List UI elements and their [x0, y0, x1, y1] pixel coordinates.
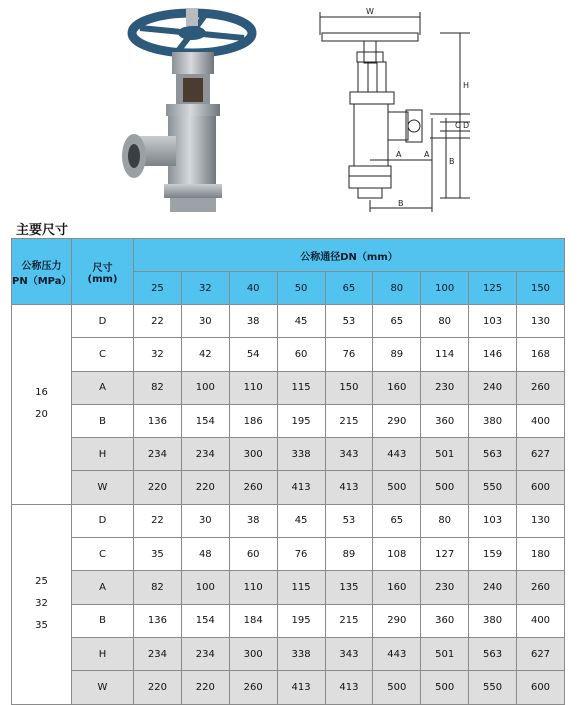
dim-value: 220 — [181, 671, 229, 704]
dim-value: 380 — [469, 604, 517, 637]
table-row — [12, 571, 565, 604]
table-row — [12, 404, 565, 437]
dim-value: 82 — [134, 371, 182, 404]
dn-value: 125 — [469, 272, 517, 305]
table-row — [12, 471, 565, 504]
product-images — [0, 0, 581, 215]
dim-value: 135 — [325, 571, 373, 604]
dn-header: 公称通径DN（mm） — [134, 239, 565, 272]
dim-value: 343 — [325, 637, 373, 670]
dimension-drawing — [320, 12, 470, 212]
dim-value: 186 — [229, 404, 277, 437]
table-row — [12, 338, 565, 371]
dim-label: D — [72, 504, 134, 537]
label-c: C — [455, 121, 461, 130]
table-row — [12, 371, 565, 404]
dim-value: 338 — [277, 637, 325, 670]
dim-value: 32 — [134, 338, 182, 371]
dim-value: 260 — [229, 671, 277, 704]
dim-value: 400 — [517, 404, 565, 437]
dim-value: 627 — [517, 637, 565, 670]
dim-value: 38 — [229, 504, 277, 537]
dim-value: 380 — [469, 404, 517, 437]
pn-value — [12, 305, 72, 505]
dim-value: 413 — [325, 471, 373, 504]
dim-label: B — [72, 404, 134, 437]
label-a: A — [396, 150, 402, 159]
dim-value: 30 — [181, 504, 229, 537]
dim-value: 130 — [517, 504, 565, 537]
dim-value: 136 — [134, 604, 182, 637]
dimension-table — [11, 238, 565, 705]
dim-value: 160 — [373, 571, 421, 604]
dim-value: 230 — [421, 571, 469, 604]
table-row — [12, 538, 565, 571]
dim-value: 100 — [181, 371, 229, 404]
dim-value: 195 — [277, 604, 325, 637]
section-heading: 主要尺寸 — [16, 223, 69, 238]
dim-value: 45 — [277, 504, 325, 537]
dim-value: 563 — [469, 637, 517, 670]
dim-label: D — [72, 305, 134, 338]
dim-value: 60 — [229, 538, 277, 571]
pn-value — [12, 504, 72, 704]
dim-value: 215 — [325, 404, 373, 437]
dn-value: 150 — [517, 272, 565, 305]
pn-header-line: 公称压力 — [21, 260, 62, 272]
dim-value: 60 — [277, 338, 325, 371]
dim-value: 89 — [325, 538, 373, 571]
dim-value: 600 — [517, 471, 565, 504]
dim-value: 22 — [134, 305, 182, 338]
table-row — [12, 637, 565, 670]
dn-value: 32 — [181, 272, 229, 305]
dim-value: 146 — [469, 338, 517, 371]
dn-value: 40 — [229, 272, 277, 305]
dim-value: 300 — [229, 637, 277, 670]
pn-value-line: 25 — [35, 576, 48, 588]
dim-value: 338 — [277, 438, 325, 471]
dim-value: 115 — [277, 571, 325, 604]
pn-value-line: 16 — [35, 387, 48, 399]
dim-value: 500 — [421, 471, 469, 504]
dim-value: 413 — [277, 671, 325, 704]
dim-value: 500 — [373, 471, 421, 504]
dim-header — [72, 239, 134, 305]
label-b-horz: B — [398, 199, 404, 208]
dim-label: W — [72, 471, 134, 504]
dim-value: 260 — [229, 471, 277, 504]
dim-value: 80 — [421, 504, 469, 537]
dim-value: 180 — [517, 538, 565, 571]
dim-value: 154 — [181, 404, 229, 437]
pn-header-line: PN（MPa） — [12, 275, 72, 287]
pn-value-line: 32 — [35, 598, 48, 610]
pn-value-line: 20 — [35, 409, 48, 421]
dim-header-line: 尺寸 — [92, 262, 113, 274]
dim-value: 501 — [421, 438, 469, 471]
dim-value: 168 — [517, 338, 565, 371]
table-row — [12, 305, 565, 338]
dim-value: 195 — [277, 404, 325, 437]
dim-header-line: (mm) — [87, 273, 118, 285]
dim-value: 400 — [517, 604, 565, 637]
dn-value: 65 — [325, 272, 373, 305]
dim-value: 260 — [517, 571, 565, 604]
dim-value: 600 — [517, 671, 565, 704]
dim-value: 108 — [373, 538, 421, 571]
dim-value: 110 — [229, 371, 277, 404]
dim-value: 38 — [229, 305, 277, 338]
dim-label: C — [72, 538, 134, 571]
dim-value: 550 — [469, 671, 517, 704]
dim-value: 360 — [421, 404, 469, 437]
dim-value: 413 — [325, 671, 373, 704]
dim-value: 240 — [469, 371, 517, 404]
dim-value: 103 — [469, 305, 517, 338]
dim-value: 220 — [134, 671, 182, 704]
dim-value: 100 — [181, 571, 229, 604]
label-b-vert: B — [449, 157, 455, 166]
dim-value: 89 — [373, 338, 421, 371]
dim-value: 343 — [325, 438, 373, 471]
dim-value: 130 — [517, 305, 565, 338]
dim-value: 22 — [134, 504, 182, 537]
dim-value: 360 — [421, 604, 469, 637]
dim-label: H — [72, 438, 134, 471]
dim-value: 290 — [373, 404, 421, 437]
table-row — [12, 438, 565, 471]
dim-value: 42 — [181, 338, 229, 371]
dim-label: A — [72, 371, 134, 404]
dim-value: 65 — [373, 504, 421, 537]
dim-value: 103 — [469, 504, 517, 537]
dim-value: 76 — [277, 538, 325, 571]
dim-value: 550 — [469, 471, 517, 504]
dn-value: 80 — [373, 272, 421, 305]
dim-value: 65 — [373, 305, 421, 338]
label-d: D — [463, 121, 470, 130]
dim-value: 80 — [421, 305, 469, 338]
dim-value: 230 — [421, 371, 469, 404]
dim-value: 110 — [229, 571, 277, 604]
dim-value: 30 — [181, 305, 229, 338]
dim-value: 150 — [325, 371, 373, 404]
pn-header — [12, 239, 72, 305]
dim-value: 563 — [469, 438, 517, 471]
dim-value: 54 — [229, 338, 277, 371]
dim-value: 500 — [373, 671, 421, 704]
dim-value: 35 — [134, 538, 182, 571]
dim-value: 234 — [181, 438, 229, 471]
dim-value: 500 — [421, 671, 469, 704]
table-row — [12, 504, 565, 537]
dim-value: 82 — [134, 571, 182, 604]
dim-value: 53 — [325, 305, 373, 338]
dim-label: W — [72, 671, 134, 704]
dim-value: 160 — [373, 371, 421, 404]
dn-value: 100 — [421, 272, 469, 305]
dim-value: 290 — [373, 604, 421, 637]
dim-value: 115 — [277, 371, 325, 404]
dim-label: A — [72, 571, 134, 604]
dim-value: 501 — [421, 637, 469, 670]
dim-value: 136 — [134, 404, 182, 437]
dim-value: 215 — [325, 604, 373, 637]
label-a2: A — [424, 150, 430, 159]
dim-value: 184 — [229, 604, 277, 637]
pn-value-line: 35 — [35, 620, 48, 632]
dim-value: 234 — [134, 438, 182, 471]
dim-value: 234 — [134, 637, 182, 670]
dim-value: 443 — [373, 438, 421, 471]
dn-value: 50 — [277, 272, 325, 305]
dim-value: 260 — [517, 371, 565, 404]
dim-value: 234 — [181, 637, 229, 670]
dim-value: 127 — [421, 538, 469, 571]
valve-photo — [0, 0, 581, 215]
dim-value: 220 — [134, 471, 182, 504]
dim-value: 443 — [373, 637, 421, 670]
label-h: H — [463, 81, 470, 90]
dim-value: 300 — [229, 438, 277, 471]
dim-value: 159 — [469, 538, 517, 571]
dim-label: C — [72, 338, 134, 371]
dim-label: B — [72, 604, 134, 637]
table-row — [12, 671, 565, 704]
dim-value: 240 — [469, 571, 517, 604]
dn-value: 25 — [134, 272, 182, 305]
dim-value: 48 — [181, 538, 229, 571]
dim-value: 45 — [277, 305, 325, 338]
dim-label: H — [72, 637, 134, 670]
table-row — [12, 604, 565, 637]
dim-value: 413 — [277, 471, 325, 504]
dim-value: 220 — [181, 471, 229, 504]
dim-value: 114 — [421, 338, 469, 371]
dim-value: 154 — [181, 604, 229, 637]
dim-value: 627 — [517, 438, 565, 471]
dim-value: 76 — [325, 338, 373, 371]
dim-value: 53 — [325, 504, 373, 537]
label-w: W — [366, 7, 374, 16]
